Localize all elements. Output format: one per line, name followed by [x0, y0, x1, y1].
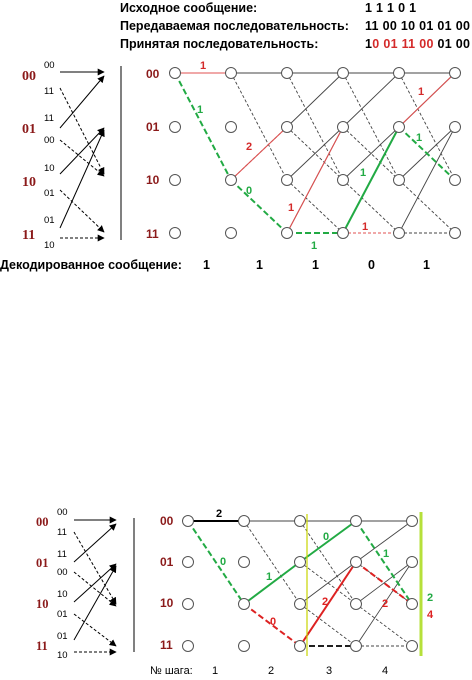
- state-label-11: 11: [146, 227, 159, 241]
- transition-label: 11: [57, 549, 67, 560]
- received-part: 1: [365, 37, 373, 51]
- state-label-01: 01: [22, 122, 36, 137]
- path-weight-label: 2: [322, 596, 329, 608]
- path-weight-label: 0: [220, 556, 227, 568]
- transmitted-sequence-value: 11 00 10 01 01 00: [365, 19, 471, 33]
- transition-label: 01: [44, 215, 55, 226]
- bottom-trellis-diagram: [36, 507, 434, 677]
- decoded-bit: 1: [312, 258, 319, 272]
- path-weight-label: 1: [416, 132, 423, 144]
- path-weight-label: 2: [216, 508, 223, 520]
- path-weight-label: 1: [362, 221, 369, 233]
- state-label-11: 11: [160, 638, 173, 652]
- transition-label: 10: [57, 589, 68, 600]
- transition-label: 10: [57, 650, 68, 661]
- state-label-01: 01: [146, 120, 160, 134]
- source-message-label: Исходное сообщение:: [120, 1, 258, 15]
- step-number: 3: [326, 665, 333, 677]
- step-number: 4: [382, 665, 389, 677]
- state-label-11: 11: [36, 639, 48, 653]
- state-label-11: 11: [22, 228, 36, 243]
- transition-label: 01: [44, 188, 55, 199]
- state-label-10: 10: [22, 175, 36, 190]
- state-label-00: 00: [22, 69, 36, 84]
- transition-label: 10: [44, 163, 55, 174]
- transition-label: 00: [57, 567, 68, 578]
- transition-label: 10: [44, 240, 55, 251]
- path-weight-label: 1: [197, 104, 204, 116]
- state-label-10: 10: [146, 173, 160, 187]
- state-label-10: 10: [160, 596, 174, 610]
- received-error-bit: 11: [401, 37, 416, 51]
- transmitted-sequence-label: Передаваемая последовательность:: [120, 19, 349, 33]
- path-weight-label: 1: [383, 548, 390, 560]
- decoded-bit: 1: [256, 258, 263, 272]
- received-error-bit: 00: [419, 37, 434, 51]
- state-transition-arrows: [74, 520, 116, 652]
- state-label-00: 00: [36, 515, 49, 529]
- path-weight-label: 1: [311, 240, 318, 252]
- transition-label: 00: [44, 60, 55, 71]
- path-weight-label: 1: [360, 167, 367, 179]
- decoded-message-label: Декодированное сообщение:: [0, 258, 182, 272]
- received-sequence-label: Принятая последовательность:: [120, 37, 319, 51]
- path-weight-label: 1: [288, 202, 295, 214]
- path-weight-label: 0: [246, 185, 253, 197]
- transition-label: 01: [57, 609, 68, 620]
- path-weight-label: 1: [200, 60, 207, 72]
- path-weight-label: 2: [246, 141, 253, 153]
- path-metric-label: 2: [427, 592, 434, 604]
- source-message-value: 1 1 1 0 1: [365, 1, 417, 15]
- decoded-bit: 0: [368, 258, 375, 272]
- received-error-bit: 01: [383, 37, 398, 51]
- path-weight-label: 1: [266, 571, 273, 583]
- decoded-bit: 1: [203, 258, 210, 272]
- state-transition-arrows: [60, 72, 104, 238]
- transition-label: 00: [57, 507, 68, 518]
- transition-label: 11: [57, 527, 67, 538]
- step-number: 1: [212, 665, 219, 677]
- step-label: № шага:: [150, 665, 193, 677]
- trellis-nodes: [183, 516, 418, 652]
- state-label-01: 01: [160, 555, 174, 569]
- transition-label: 11: [44, 113, 54, 124]
- transition-label: 00: [44, 135, 55, 146]
- decoded-bit: 1: [423, 258, 430, 272]
- path-metric-label: 4: [427, 609, 434, 621]
- transition-label: 11: [44, 86, 54, 97]
- path-weight-label: 2: [382, 598, 389, 610]
- state-label-00: 00: [160, 514, 174, 528]
- received-part: 01 00: [433, 37, 471, 51]
- path-weight-label: 0: [270, 616, 277, 628]
- step-number: 2: [268, 665, 275, 677]
- state-label-00: 00: [146, 67, 160, 81]
- transition-label: 01: [57, 631, 68, 642]
- received-error-bit: 0: [372, 37, 380, 51]
- state-label-10: 10: [36, 597, 49, 611]
- path-weight-label: 0: [323, 531, 330, 543]
- path-weight-label: 1: [418, 86, 425, 98]
- state-label-01: 01: [36, 556, 49, 570]
